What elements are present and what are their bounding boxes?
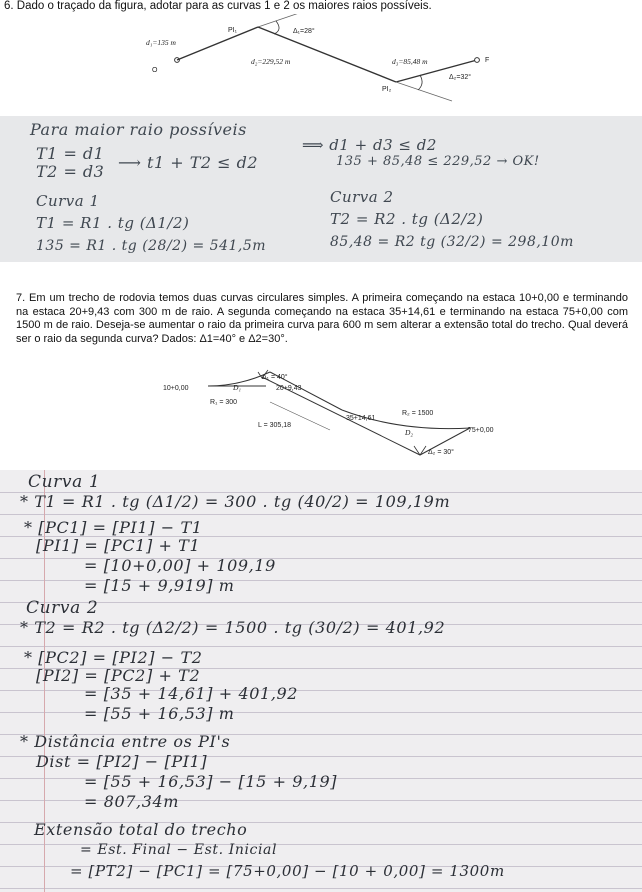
question-7-text: 7. Em um trecho de rodovia temos duas curvas circulares simples. A primeira começando na estaca 10+0,00 e terminando na estaca 20+9,43 com 300 m de raio. A segunda começando na estaca 35+14,61 e terminando na estaca 75+0,00 com 1500 m de raio. Deseja-se aumentar o raio da primeira curva para 600 m sem alterar a extensão total do trecho. Qual deverá ser o raio da segunda curva? Dados: Δ1=40° e Δ2=30°. (16, 292, 628, 345)
pi2-extension (396, 82, 452, 101)
delta2-arc (418, 75, 422, 90)
note-line: 135 + 85,48 ≤ 229,52 → OK! (336, 154, 540, 169)
note-line: [PI2] = [PC2] + T2 (36, 666, 201, 685)
note-line: Curva 2 (330, 188, 394, 206)
delta2-marker (414, 446, 426, 455)
note-line: * Distância entre os PI's (20, 732, 231, 751)
note-line: = Est. Final − Est. Inicial (80, 842, 278, 858)
label-d2: D₂ (405, 428, 414, 437)
note-line: * [PC1] = [PI1] − T1 (24, 518, 203, 537)
handwritten-answer-6 (0, 116, 642, 262)
note-line: = [35 + 14,61] + 401,92 (84, 684, 299, 703)
note-line: = [15 + 9,919] m (84, 576, 235, 595)
label-delta2: Δ₂=32° (449, 74, 472, 81)
tangent-1 (177, 27, 258, 60)
label-d2: d₂=229,52 m (251, 57, 291, 66)
label-delta1: Δ₁ = 40° (262, 374, 288, 381)
label-pi2: PI₂ (382, 86, 392, 93)
label-o: O (152, 67, 158, 74)
note-line: * T1 = R1 . tg (Δ1/2) = 300 . tg (40/2) = 109,19m (20, 492, 451, 511)
note-line: Para maior raio possíveis (30, 120, 247, 139)
note-line: T1 = R1 . tg (Δ1/2) (36, 214, 190, 232)
note-line: T2 = R2 . tg (Δ2/2) (330, 210, 484, 228)
point-f (475, 58, 480, 63)
note-line: Dist = [PI2] − [PI1] (36, 752, 208, 771)
label-end-2: 75+0,00 (468, 427, 494, 434)
question-6-text: 6. Dado o traçado da figura, adotar para as curvas 1 e 2 os maiores raios possíveis. (4, 0, 432, 12)
label-d1: D₁ (233, 383, 242, 392)
figure-q7-curves-diagram (0, 360, 642, 466)
pi1-extension (258, 14, 305, 27)
note-heading: Curva 1 (28, 472, 101, 492)
note-line: T2 = d3 (36, 162, 105, 181)
label-end-1: 20+9,43 (276, 385, 302, 392)
label-delta2: Δ₂ = 30° (428, 449, 454, 456)
label-f: F (485, 57, 490, 64)
figure-q6-route-diagram (0, 14, 642, 114)
note-line: Extensão total do trecho (34, 820, 248, 839)
label-pi1: PI₁ (228, 27, 237, 34)
note-line: = 807,34m (84, 792, 180, 811)
label-start: 10+0,00 (163, 385, 189, 392)
note-heading: Curva 2 (26, 598, 99, 618)
note-line: 135 = R1 . tg (28/2) = 541,5m (36, 238, 267, 254)
tangent-2 (258, 27, 396, 82)
note-line: * T2 = R2 . tg (Δ2/2) = 1500 . tg (30/2) = 401,92 (20, 618, 446, 637)
label-length: L = 305,18 (258, 422, 292, 429)
handwritten-answer-7 (0, 470, 642, 892)
note-line: = [55 + 16,53] − [15 + 9,19] (84, 772, 338, 791)
note-line: 85,48 = R2 tg (32/2) = 298,10m (330, 234, 574, 250)
label-d1: d₁=135 m (146, 38, 176, 47)
label-r1: R₁ = 300 (210, 399, 238, 406)
label-r2: R₂ = 1500 (402, 410, 434, 417)
label-d3: d₃=85,48 m (392, 57, 428, 66)
delta1-arc (274, 21, 279, 34)
label-start-2: 35+14,61 (346, 415, 376, 422)
note-line: * [PC2] = [PI2] − T2 (24, 648, 203, 667)
note-line: = [10+0,00] + 109,19 (84, 556, 276, 575)
note-line: ⟹ d1 + d3 ≤ d2 (302, 136, 437, 154)
note-line: = [55 + 16,53] m (84, 704, 235, 723)
label-delta1: Δ₁=28° (293, 28, 315, 35)
note-line: Curva 1 (36, 192, 100, 210)
note-line: [PI1] = [PC1] + T1 (36, 536, 201, 555)
note-line: = [PT2] − [PC1] = [75+0,00] − [10 + 0,00] = 1300m (70, 862, 505, 880)
note-line: ⟶ t1 + T2 ≤ d2 (118, 153, 259, 172)
note-line: T1 = d1 (36, 144, 105, 163)
